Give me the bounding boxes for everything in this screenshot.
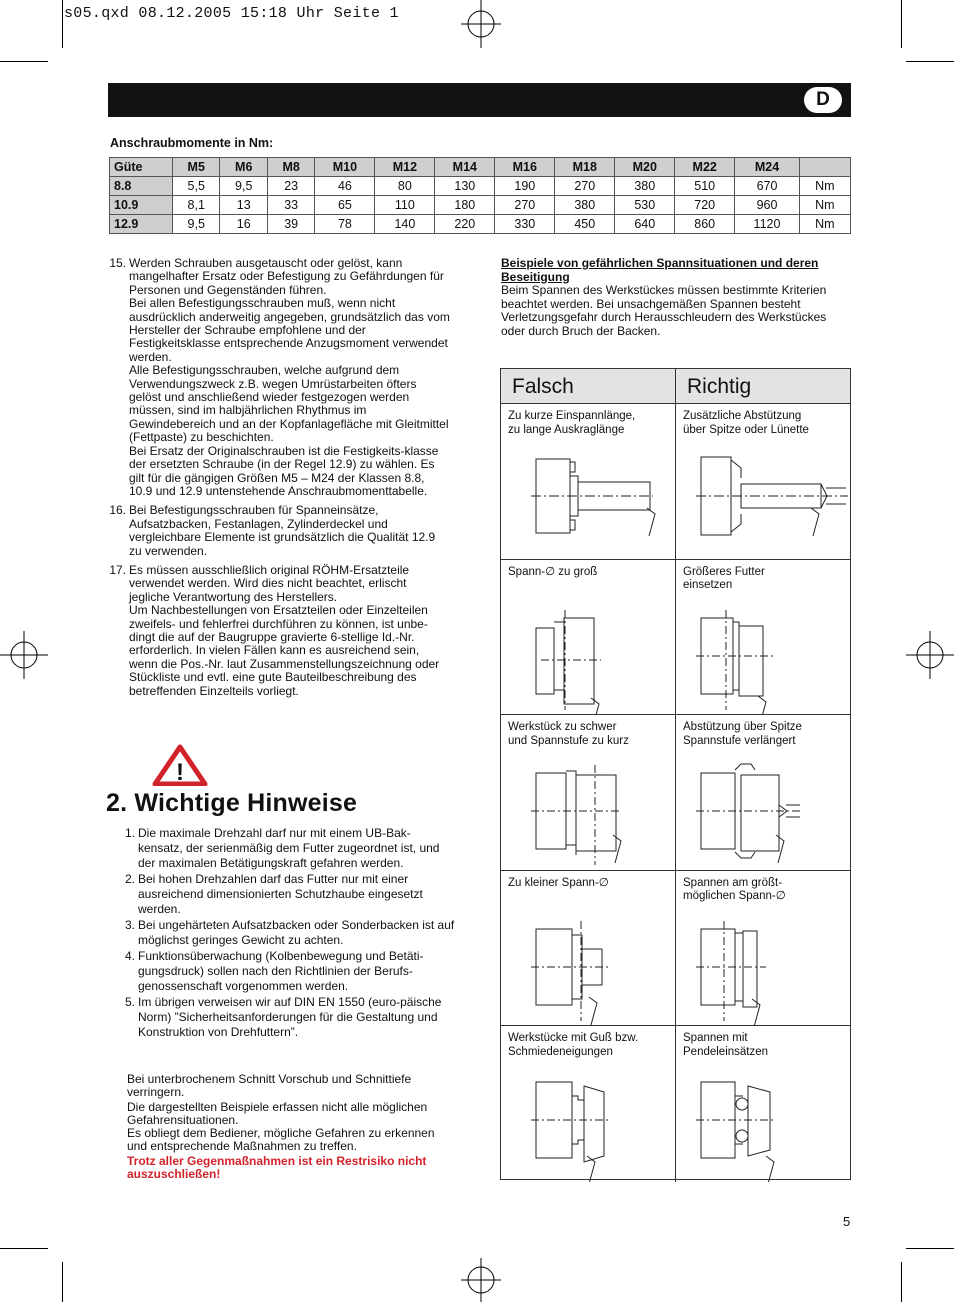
table-cell: M5 (173, 158, 220, 177)
list-item (108, 504, 450, 558)
list-item (117, 826, 455, 871)
cell-caption: Zusätzliche Abstützung (683, 410, 802, 422)
table-cell: 12.9 (110, 215, 173, 234)
language-badge: D (804, 87, 842, 113)
table-cell: 180 (435, 196, 495, 215)
table-cell: 5,5 (173, 177, 220, 196)
paragraph: Funktionsüberwachung (Kolbenbewegung und Betäti-gungsdruck) sollen nach den Richtlinien der Berufs-genossenschaft vorgenommen werden. (138, 949, 424, 993)
table-cell: 46 (315, 177, 375, 196)
table-cell: 9,5 (173, 215, 220, 234)
list-item (117, 872, 455, 917)
table-cell: 8.8 (110, 177, 173, 196)
registration-mark-icon (0, 631, 48, 679)
paragraph: Werden Schrauben ausgetauscht oder gelöst, kann mangelhafter Ersatz oder Befestigung zu Gefährdungen für Personen und Gegenständen führen. (129, 256, 444, 297)
table-cell: 960 (735, 196, 800, 215)
table-cell: M14 (435, 158, 495, 177)
cell-caption: Spann-∅ zu groß (508, 565, 598, 578)
paragraph: Bei hohen Drehzahlen darf das Futter nur mit einer ausreichend dimensionierten Schutzhaube eingesetzt werden. (138, 872, 423, 916)
cell-caption: einsetzen (683, 579, 733, 591)
table-cell: 80 (375, 177, 435, 196)
table-cell: 450 (555, 215, 615, 234)
torque-table (109, 157, 851, 234)
printer-slug: s05.qxd 08.12.2005 15:18 Uhr Seite 1 (64, 5, 399, 22)
table-cell: 1120 (735, 215, 800, 234)
paragraph: Bei Befestigungsschrauben für Spanneinsätze, Aufsatzbacken, Festanlagen, Zylinderdeckel und vergleichbare Elemente ist grundsätzlich die Qualität 12.9 zu verwenden. (129, 503, 436, 558)
chuck-drawing-icon (501, 871, 676, 1027)
table-cell: 860 (675, 215, 735, 234)
table-cell: 270 (555, 177, 615, 196)
table-cell: M8 (267, 158, 314, 177)
list-item (108, 257, 450, 498)
cell-caption: Werkstück zu schwer (508, 721, 617, 733)
table-cell: 10.9 (110, 196, 173, 215)
table-cell: 33 (267, 196, 314, 215)
grid-cell-falsch (501, 715, 676, 871)
table-cell: 220 (435, 215, 495, 234)
list-number: 16. (109, 503, 126, 518)
table-cell: 270 (495, 196, 555, 215)
table-header-row (110, 158, 851, 177)
cell-caption: Spannstufe verlängert (683, 734, 796, 747)
cell-caption: Pendeleinsätzen (683, 1045, 769, 1058)
grid-cell-richtig (676, 404, 850, 560)
table-cell: 78 (315, 215, 375, 234)
table-cell: 510 (675, 177, 735, 196)
grid-cell-richtig (676, 560, 850, 716)
residual-risk-warning: Trotz aller Gegenmaßnahmen ist ein Restrisiko nicht auszuschließen! (127, 1154, 427, 1181)
list-item (108, 564, 450, 698)
crop-mark (0, 61, 48, 62)
cell-caption: Spannen mit (683, 1032, 748, 1044)
list-number: 5. (124, 995, 135, 1009)
list-item (117, 918, 455, 948)
section-heading: 2. Wichtige Hinweise (106, 789, 358, 817)
cell-caption: über Spitze oder Lünette (683, 423, 809, 436)
cell-caption: zu lange Auskraglänge (508, 423, 625, 436)
grid-cell-falsch (501, 1026, 676, 1182)
table-cell: 330 (495, 215, 555, 234)
table-cell: M10 (315, 158, 375, 177)
table-cell: Nm (799, 177, 850, 196)
crop-mark (901, 0, 902, 48)
paragraph: Bei allen Befestigungsschrauben muß, wenn nicht ausdrücklich anderweitig angegeben, grundsätzlich das vom Hersteller der Schraube empfohlene und der Festigkeitsklasse entsprechende Anzugsmoment verwendet werden. (129, 296, 450, 364)
table-cell: 13 (220, 196, 267, 215)
crop-mark (901, 1262, 902, 1302)
grid-cell-richtig (676, 715, 850, 871)
paragraph: Um Nachbestellungen von Ersatzteilen oder Einzelteilen zweifels- und fehlerfrei durchführen zu können, ist unbe-dingt die auf der Baugruppe gravierte 6-stellige Id.-Nr. erforderlich. In vielen Fällen kann es ausreichend sein, wenn die Pos.-Nr. laut Zusammenstellungszeichnung oder Stückliste und evtl. eine gute Bauteilbeschreibung des betreffenden Einzelteils vorliegt. (129, 603, 440, 698)
registration-mark-icon (461, 1258, 501, 1302)
right-intro-text: Beim Spannen des Werkstückes müssen bestimmte Kriterien beachtet werden. Bei unsachgemäßen Spannen besteht Verletzungsgefahr durch Herausschleudern des Werkstückes oder durch Bruch der Backen. (501, 283, 827, 338)
table-cell: M18 (555, 158, 615, 177)
notes (127, 1073, 455, 1181)
cell-caption: Zu kleiner Spann-∅ (508, 876, 609, 889)
crop-mark (62, 1262, 63, 1302)
crop-mark (0, 1248, 48, 1249)
list-number: 15. (109, 256, 126, 270)
grid-cell-falsch (501, 871, 676, 1027)
right-intro-title: Beispiele von gefährlichen Spannsituationen und deren Beseitigung (501, 256, 819, 284)
cell-caption: möglichen Spann-∅ (683, 890, 786, 902)
list-number: 1. (124, 826, 135, 840)
grid-cell-falsch (501, 404, 676, 560)
cell-caption: Größeres Futter (683, 565, 765, 578)
cell-caption: Zu kurze Einspannlänge, (508, 410, 636, 422)
cell-caption: Spannen am größt- (683, 876, 783, 889)
registration-mark-icon (906, 631, 954, 679)
paragraph: Die maximale Drehzahl darf nur mit einem UB-Bak-kensatz, der serienmäßig dem Futter zugeordnet ist, und der maximalen Betätigungskraft gefahren werden. (138, 826, 440, 870)
warning-triangle-icon (152, 744, 208, 786)
table-cell: 9,5 (220, 177, 267, 196)
cell-caption: Schmiedeneigungen (508, 1045, 613, 1058)
table-cell: 8,1 (173, 196, 220, 215)
table-cell: 16 (220, 215, 267, 234)
list-number: 4. (124, 949, 135, 963)
list-item (117, 995, 455, 1040)
table-cell: M24 (735, 158, 800, 177)
paragraph: Im übrigen verweisen wir auf DIN EN 1550 (euro-päische Norm) ”Sicherheitsanforderungen für die Gestaltung und Konstruktion von Drehfuttern”. (138, 995, 442, 1039)
cell-caption: und Spannstufe zu kurz (508, 734, 629, 747)
page-number: 5 (843, 1214, 851, 1229)
list-number: 17. (109, 562, 126, 577)
grid-cell-falsch (501, 560, 676, 716)
table-cell: 640 (615, 215, 675, 234)
table-cell: M22 (675, 158, 735, 177)
warning-glyph: ! (176, 759, 184, 786)
table-cell: Güte (110, 158, 173, 177)
hinweise-list (117, 826, 455, 1041)
registration-mark-icon (461, 0, 501, 48)
grid-cell-richtig (676, 1026, 850, 1182)
header-bar (108, 83, 851, 117)
table-cell: M20 (615, 158, 675, 177)
table-row (110, 196, 851, 215)
table-cell: 670 (735, 177, 800, 196)
table-cell: M6 (220, 158, 267, 177)
crop-mark (906, 61, 954, 62)
paragraph: Bei Ersatz der Originalschrauben ist die Festigkeits-klasse der ersetzten Schraube (in der Regel 12.9) zu wählen. Es gilt für die gängigen Größen M5 – M24 der Klassen 8.8, 10.9 und 12.9 untenstehende Anschraubmomenttabelle. (129, 443, 439, 498)
cell-caption: Werkstücke mit Guß bzw. (508, 1032, 639, 1044)
crop-mark (62, 0, 63, 48)
header-falsch: Falsch (501, 369, 676, 404)
table-cell: 380 (615, 177, 675, 196)
grid-cell-richtig (676, 871, 850, 1027)
cell-caption: Abstützung über Spitze (683, 721, 802, 733)
paragraph: Bei unterbrochenem Schnitt Vorschub und Schnittiefe verringern. (127, 1072, 412, 1099)
falsch-richtig-grid (500, 368, 851, 1180)
table-cell: Nm (799, 196, 850, 215)
table-cell: 380 (555, 196, 615, 215)
paragraph: Es müssen ausschließlich original RÖHM-Ersatzteile verwendet werden. Wird dies nicht beachtet, erlischt jegliche Verantwortung des Herstellers. (129, 562, 410, 604)
list-item (117, 949, 455, 994)
list-number: 2. (124, 872, 135, 886)
paragraph: Alle Befestigungsschrauben, welche aufgrund dem Verwendungszweck z.B. wegen Umrüstarbeiten öfters gelöst und anschließend wieder festgezogen werden müssen, sind im halbjährlichen Rhythmus im Gewindebereich und an der Kopfanlagefläche mit Gleitmittel (Fettpaste) zu beschichten. (129, 363, 449, 445)
right-intro (501, 257, 849, 338)
header-richtig: Richtig (676, 369, 850, 404)
chuck-drawing-icon (501, 560, 676, 716)
table-row (110, 215, 851, 234)
table-cell: 720 (675, 196, 735, 215)
table-row (110, 177, 851, 196)
table-cell: 530 (615, 196, 675, 215)
table-cell: 110 (375, 196, 435, 215)
table-cell: M16 (495, 158, 555, 177)
table-cell: 39 (267, 215, 314, 234)
paragraph: Bei ungehärteten Aufsatzbacken oder Sonderbacken ist auf möglichst geringes Gewicht zu achten. (138, 918, 455, 947)
table-cell: 65 (315, 196, 375, 215)
left-column-list (108, 257, 450, 704)
table-cell: 23 (267, 177, 314, 196)
table-cell: Nm (799, 215, 850, 234)
crop-mark (906, 1248, 954, 1249)
table-cell: 140 (375, 215, 435, 234)
table-cell (799, 158, 850, 177)
table-cell: 190 (495, 177, 555, 196)
torque-table-title: Anschraubmomente in Nm: (110, 136, 274, 150)
table-cell: 130 (435, 177, 495, 196)
table-cell: M12 (375, 158, 435, 177)
list-number: 3. (124, 918, 135, 932)
paragraph: Es obliegt dem Bediener, mögliche Gefahren zu erkennen und entsprechende Maßnahmen zu treffen. (127, 1126, 435, 1153)
paragraph: Die dargestellten Beispiele erfassen nicht alle möglichen Gefahrensituationen. (127, 1100, 428, 1127)
